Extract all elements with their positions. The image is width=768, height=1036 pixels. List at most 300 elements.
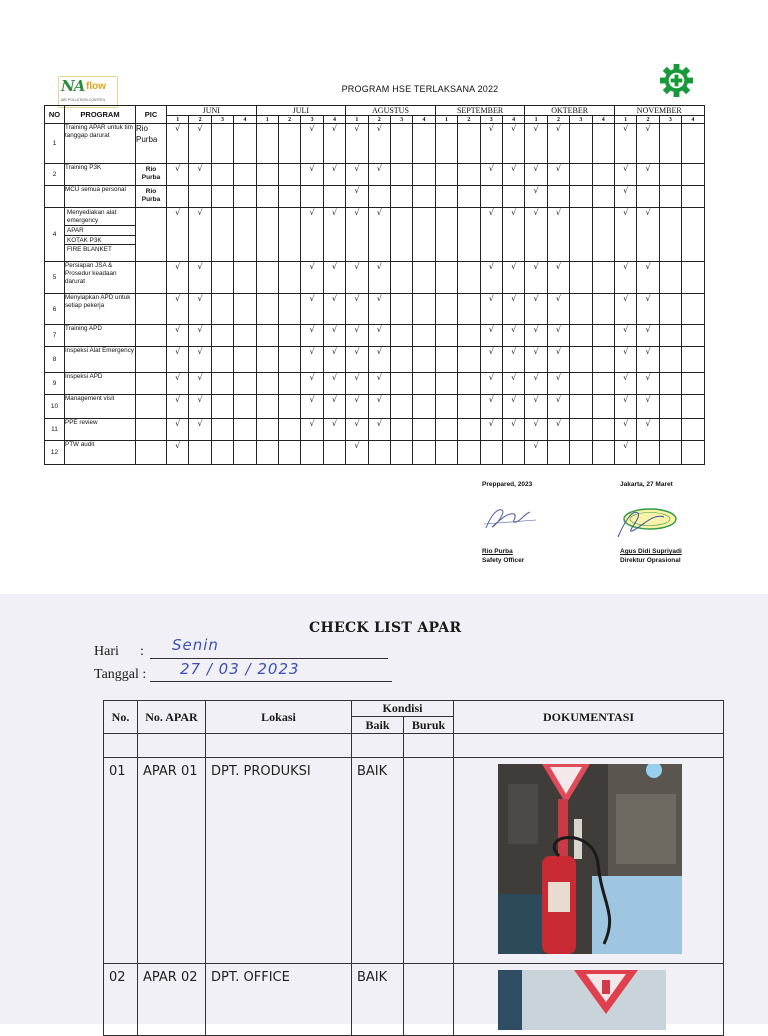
empty-cell <box>413 373 435 395</box>
program-row <box>45 441 705 465</box>
row-number: 8 <box>45 347 65 373</box>
check-mark: √ <box>614 325 636 347</box>
header-no: No. <box>104 701 138 734</box>
empty-cell <box>234 347 256 373</box>
empty-cell <box>435 186 457 208</box>
week-header: 3 <box>570 116 592 124</box>
empty-cell <box>211 294 233 325</box>
program-name <box>65 395 136 419</box>
empty-cell <box>256 395 278 419</box>
empty-cell <box>435 164 457 186</box>
check-mark: √ <box>346 373 368 395</box>
empty-cell <box>390 124 412 164</box>
empty-cell <box>256 186 278 208</box>
empty-cell <box>458 373 480 395</box>
empty-cell <box>570 395 592 419</box>
empty-cell <box>682 325 704 347</box>
check-mark: √ <box>368 419 390 441</box>
empty-cell <box>659 419 681 441</box>
empty-cell <box>211 262 233 294</box>
program-line: Management visit <box>65 395 115 402</box>
logo-mark: NA <box>61 77 85 95</box>
check-mark: √ <box>346 124 368 164</box>
program-name <box>65 262 136 294</box>
row-number: 10 <box>45 395 65 419</box>
check-mark: √ <box>614 395 636 419</box>
check-mark: √ <box>346 441 368 465</box>
checklist-title: CHECK LIST APAR <box>309 620 462 636</box>
week-header: 3 <box>301 116 323 124</box>
check-mark: √ <box>346 164 368 186</box>
check-mark: √ <box>637 373 659 395</box>
empty-cell <box>592 395 614 419</box>
check-mark: √ <box>301 294 323 325</box>
program-row <box>45 347 705 373</box>
program-row <box>45 164 705 186</box>
empty-cell <box>413 164 435 186</box>
check-mark: √ <box>323 124 345 164</box>
empty-cell <box>256 347 278 373</box>
check-mark: √ <box>525 419 547 441</box>
empty-cell <box>682 441 704 465</box>
check-mark: √ <box>525 208 547 262</box>
program-name <box>65 373 136 395</box>
empty-cell <box>413 124 435 164</box>
program-row <box>45 208 705 262</box>
check-mark: √ <box>525 164 547 186</box>
check-mark: √ <box>525 262 547 294</box>
empty-cell <box>570 441 592 465</box>
check-mark: √ <box>167 347 189 373</box>
check-mark: √ <box>167 294 189 325</box>
empty-cell <box>390 186 412 208</box>
check-mark: √ <box>614 419 636 441</box>
empty-cell <box>435 325 457 347</box>
empty-cell <box>458 262 480 294</box>
empty-cell <box>390 294 412 325</box>
week-header: 4 <box>323 116 345 124</box>
check-mark: √ <box>525 373 547 395</box>
empty-cell <box>234 124 256 164</box>
empty-cell <box>659 294 681 325</box>
program-line: Inspeksi APD <box>65 373 103 380</box>
check-mark: √ <box>525 186 547 208</box>
check-mark: √ <box>637 294 659 325</box>
week-header: 2 <box>368 116 390 124</box>
empty-cell <box>659 164 681 186</box>
document-title: PROGRAM HSE TERLAKSANA 2022 <box>341 84 499 94</box>
empty-cell <box>234 294 256 325</box>
check-mark: √ <box>502 262 524 294</box>
check-mark: √ <box>368 373 390 395</box>
pic-name <box>136 325 167 347</box>
program-name <box>65 186 136 208</box>
empty-cell <box>547 441 569 465</box>
empty-cell <box>390 395 412 419</box>
month-header: JULI <box>256 106 346 116</box>
check-mark: √ <box>368 395 390 419</box>
row-number: 9 <box>45 373 65 395</box>
check-mark: √ <box>301 262 323 294</box>
month-header: JUNI <box>167 106 257 116</box>
right-signatory <box>620 548 682 566</box>
check-mark: √ <box>167 373 189 395</box>
check-mark: √ <box>346 419 368 441</box>
check-mark: √ <box>637 262 659 294</box>
empty-cell <box>570 186 592 208</box>
program-line: Inspeksi Alat Emergency <box>65 347 134 354</box>
check-mark: √ <box>480 208 502 262</box>
empty-cell <box>592 124 614 164</box>
empty-cell <box>390 164 412 186</box>
week-header: 1 <box>614 116 636 124</box>
empty-cell <box>480 186 502 208</box>
pic-name <box>136 373 167 395</box>
week-header: 1 <box>435 116 457 124</box>
empty-cell <box>435 395 457 419</box>
empty-cell <box>659 262 681 294</box>
header-dokumentasi: DOKUMENTASI <box>454 701 724 734</box>
program-line: MCU semua personal <box>65 186 126 193</box>
empty-cell <box>592 325 614 347</box>
check-mark: √ <box>614 262 636 294</box>
empty-cell <box>659 208 681 262</box>
empty-cell <box>458 325 480 347</box>
empty-cell <box>502 441 524 465</box>
check-mark: √ <box>480 124 502 164</box>
pic-name: Rio Purba <box>136 186 167 208</box>
empty-cell <box>637 186 659 208</box>
check-mark: √ <box>368 347 390 373</box>
row-number <box>45 186 65 208</box>
check-mark: √ <box>502 164 524 186</box>
empty-cell <box>278 124 300 164</box>
empty-cell <box>256 294 278 325</box>
empty-cell <box>592 441 614 465</box>
prepared-label: Preppared, 2023 <box>482 481 533 488</box>
program-row <box>45 373 705 395</box>
empty-cell <box>592 262 614 294</box>
check-mark: √ <box>189 294 211 325</box>
pic-name <box>136 419 167 441</box>
check-mark: √ <box>323 395 345 419</box>
empty-cell <box>592 208 614 262</box>
empty-cell <box>592 186 614 208</box>
empty-cell <box>301 186 323 208</box>
empty-cell <box>570 373 592 395</box>
check-mark: √ <box>167 124 189 164</box>
check-mark: √ <box>547 395 569 419</box>
check-mark: √ <box>502 347 524 373</box>
check-mark: √ <box>167 262 189 294</box>
empty-cell <box>659 373 681 395</box>
empty-cell <box>458 164 480 186</box>
empty-cell <box>682 186 704 208</box>
week-header: 4 <box>682 116 704 124</box>
empty-cell <box>682 294 704 325</box>
check-mark: √ <box>323 419 345 441</box>
check-mark: √ <box>637 347 659 373</box>
week-header: 3 <box>390 116 412 124</box>
program-row <box>45 294 705 325</box>
check-mark: √ <box>525 441 547 465</box>
empty-cell <box>211 373 233 395</box>
hari-label: Hari <box>94 644 119 659</box>
row-lokasi: DPT. OFFICE <box>206 964 352 1036</box>
empty-cell <box>547 186 569 208</box>
row-lokasi: DPT. PRODUKSI <box>206 758 352 964</box>
empty-cell <box>570 124 592 164</box>
empty-cell <box>278 164 300 186</box>
program-line: FIRE BLANKET <box>67 246 112 254</box>
check-mark: √ <box>301 373 323 395</box>
week-header: 3 <box>480 116 502 124</box>
pic-name: Rio Purba <box>136 124 167 164</box>
empty-cell <box>234 164 256 186</box>
check-mark: √ <box>323 262 345 294</box>
check-mark: √ <box>167 419 189 441</box>
header-program: PROGRAM <box>65 106 136 124</box>
month-header: SEPTEMBER <box>435 106 525 116</box>
blank-row <box>104 734 724 758</box>
empty-cell <box>458 347 480 373</box>
empty-cell <box>234 419 256 441</box>
empty-cell <box>659 124 681 164</box>
row-apar: APAR 02 <box>138 964 206 1036</box>
empty-cell <box>211 419 233 441</box>
program-line: Training APAR untuk tim tanggap darurat <box>65 124 133 139</box>
tanggal-value: 27 / 03 / 2023 <box>180 660 300 678</box>
empty-cell <box>480 441 502 465</box>
empty-cell <box>211 186 233 208</box>
logo-word: flow <box>86 81 106 92</box>
empty-cell <box>234 208 256 262</box>
month-header: AGUSTUS <box>346 106 436 116</box>
check-mark: √ <box>547 262 569 294</box>
empty-cell <box>189 186 211 208</box>
program-line: PPE review <box>65 419 98 426</box>
week-header: 2 <box>278 116 300 124</box>
program-name <box>65 347 136 373</box>
k3-safety-icon <box>659 63 694 98</box>
row-kondisi-buruk <box>404 758 454 964</box>
program-name <box>65 208 136 262</box>
pic-name <box>136 294 167 325</box>
empty-cell <box>458 124 480 164</box>
empty-cell <box>256 373 278 395</box>
empty-cell <box>435 208 457 262</box>
week-header: 3 <box>659 116 681 124</box>
check-mark: √ <box>480 395 502 419</box>
row-number: 2 <box>45 164 65 186</box>
check-mark: √ <box>480 294 502 325</box>
empty-cell <box>435 262 457 294</box>
program-line: PTW audit <box>65 441 95 448</box>
empty-cell <box>458 186 480 208</box>
row-no: 02 <box>104 964 138 1036</box>
empty-cell <box>256 419 278 441</box>
check-mark: √ <box>637 325 659 347</box>
check-mark: √ <box>189 164 211 186</box>
check-mark: √ <box>502 294 524 325</box>
week-header: 4 <box>234 116 256 124</box>
empty-cell <box>211 441 233 465</box>
empty-cell <box>502 186 524 208</box>
check-mark: √ <box>614 186 636 208</box>
check-mark: √ <box>480 325 502 347</box>
check-mark: √ <box>346 208 368 262</box>
check-mark: √ <box>480 164 502 186</box>
check-mark: √ <box>637 164 659 186</box>
pic-name <box>136 262 167 294</box>
check-mark: √ <box>614 441 636 465</box>
tanggal-label: Tanggal : <box>94 667 147 682</box>
header-buruk: Buruk <box>404 717 454 734</box>
row-number: 12 <box>45 441 65 465</box>
row-no: 01 <box>104 758 138 964</box>
pic-name <box>136 347 167 373</box>
empty-cell <box>682 419 704 441</box>
empty-cell <box>256 164 278 186</box>
header-lokasi: Lokasi <box>206 701 352 734</box>
check-mark: √ <box>637 395 659 419</box>
hari-underline <box>150 658 388 659</box>
empty-cell <box>570 294 592 325</box>
check-mark: √ <box>368 164 390 186</box>
program-row <box>45 262 705 294</box>
week-header: 4 <box>592 116 614 124</box>
empty-cell <box>413 294 435 325</box>
empty-cell <box>278 208 300 262</box>
empty-cell <box>256 262 278 294</box>
month-header: NOVEMBER <box>614 106 704 116</box>
empty-cell <box>435 124 457 164</box>
empty-cell <box>234 262 256 294</box>
empty-cell <box>682 262 704 294</box>
program-row <box>45 419 705 441</box>
empty-cell <box>234 186 256 208</box>
check-mark: √ <box>637 419 659 441</box>
pic-name <box>136 208 167 262</box>
empty-cell <box>570 419 592 441</box>
program-line: Persiapan JSA & Prosedur keadaan darurat <box>65 262 117 285</box>
check-mark: √ <box>547 347 569 373</box>
check-mark: √ <box>547 164 569 186</box>
empty-cell <box>682 347 704 373</box>
week-header: 2 <box>547 116 569 124</box>
row-kondisi-baik: BAIK <box>352 964 404 1036</box>
empty-cell <box>211 347 233 373</box>
empty-cell <box>682 164 704 186</box>
left-name: Rio Purba <box>482 548 513 555</box>
left-role: Safety Officer <box>482 556 525 564</box>
program-row <box>45 395 705 419</box>
check-mark: √ <box>547 325 569 347</box>
empty-cell <box>413 262 435 294</box>
check-mark: √ <box>480 373 502 395</box>
check-mark: √ <box>480 262 502 294</box>
program-name <box>65 441 136 465</box>
week-header: 1 <box>167 116 189 124</box>
check-mark: √ <box>189 208 211 262</box>
empty-cell <box>592 294 614 325</box>
hari-value: Senin <box>172 636 219 654</box>
row-number: 11 <box>45 419 65 441</box>
empty-cell <box>278 262 300 294</box>
empty-cell <box>570 325 592 347</box>
empty-cell <box>234 395 256 419</box>
header-pic: PIC <box>136 106 167 124</box>
check-mark: √ <box>167 441 189 465</box>
table-row <box>104 758 724 964</box>
table-row <box>104 964 724 1036</box>
empty-cell <box>211 164 233 186</box>
empty-cell <box>458 395 480 419</box>
program-name <box>65 124 136 164</box>
row-number: 5 <box>45 262 65 294</box>
program-name <box>65 419 136 441</box>
empty-cell <box>278 441 300 465</box>
hari-colon: : <box>140 644 144 659</box>
signature-rio-purba <box>480 500 542 536</box>
empty-cell <box>323 186 345 208</box>
check-mark: √ <box>368 208 390 262</box>
empty-cell <box>390 419 412 441</box>
check-mark: √ <box>614 208 636 262</box>
header-baik: Baik <box>352 717 404 734</box>
empty-cell <box>413 208 435 262</box>
check-mark: √ <box>167 325 189 347</box>
empty-cell <box>682 208 704 262</box>
empty-cell <box>234 325 256 347</box>
fire-extinguisher-photo <box>498 764 682 954</box>
empty-cell <box>413 186 435 208</box>
empty-cell <box>390 325 412 347</box>
empty-cell <box>278 347 300 373</box>
header-no-apar: No. APAR <box>138 701 206 734</box>
signature-agus-didi <box>612 503 682 543</box>
row-number: 6 <box>45 294 65 325</box>
check-mark: √ <box>189 325 211 347</box>
check-mark: √ <box>323 325 345 347</box>
check-mark: √ <box>301 164 323 186</box>
program-line: Menyiapkan APD untuk setiap pekerja <box>65 294 131 309</box>
week-header: 3 <box>211 116 233 124</box>
empty-cell <box>682 124 704 164</box>
fire-extinguisher-sign-photo <box>498 970 666 1030</box>
program-line: Training P3K <box>65 164 102 171</box>
empty-cell <box>413 419 435 441</box>
week-header: 2 <box>458 116 480 124</box>
empty-cell <box>435 441 457 465</box>
empty-cell <box>659 395 681 419</box>
empty-cell <box>682 373 704 395</box>
checklist-apar-photo <box>0 594 768 1024</box>
check-mark: √ <box>346 325 368 347</box>
hse-program-table <box>44 105 705 465</box>
empty-cell <box>256 124 278 164</box>
empty-cell <box>301 441 323 465</box>
empty-cell <box>278 395 300 419</box>
empty-cell <box>458 294 480 325</box>
empty-cell <box>189 441 211 465</box>
empty-cell <box>390 373 412 395</box>
check-mark: √ <box>525 347 547 373</box>
check-mark: √ <box>614 124 636 164</box>
pic-name: Rio Purba <box>136 164 167 186</box>
row-kondisi-baik: BAIK <box>352 758 404 964</box>
check-mark: √ <box>346 294 368 325</box>
